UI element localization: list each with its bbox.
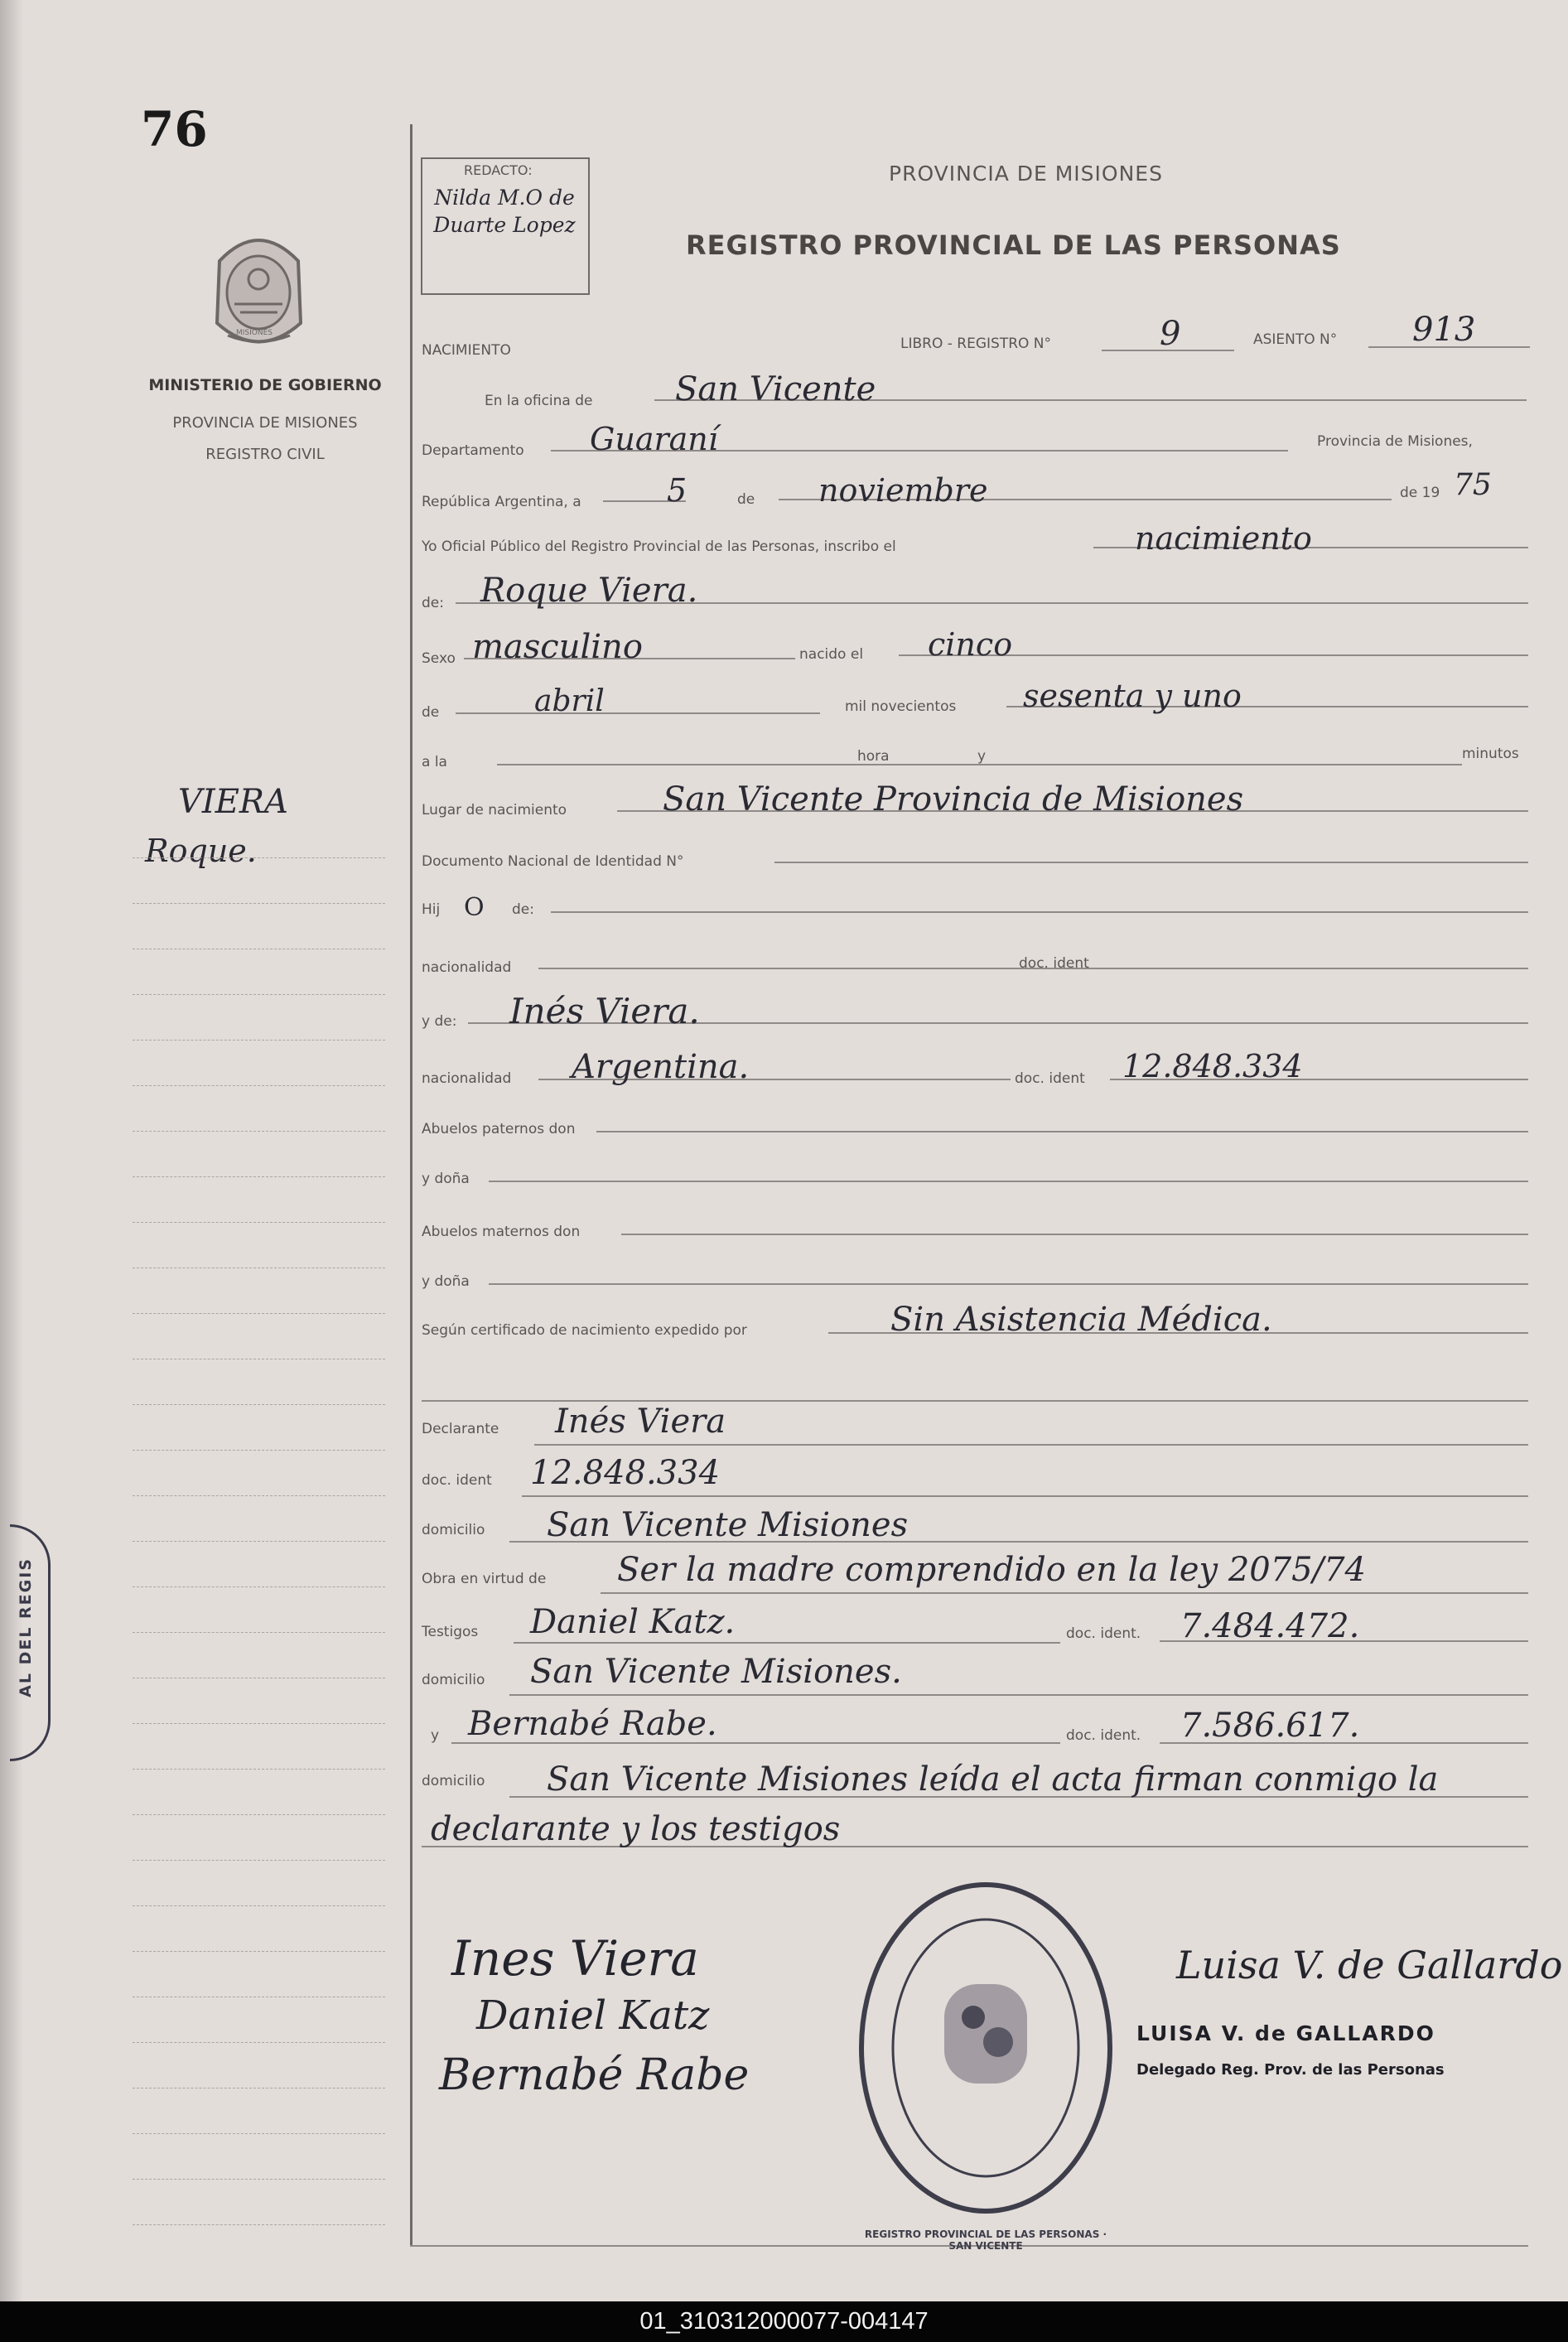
official-title: Delegado Reg. Prov. de las Personas [1136, 2061, 1445, 2079]
testigos-label: Testigos [422, 1624, 479, 1640]
month-value: noviembre [818, 472, 988, 509]
testigo1-value: Daniel Katz. [530, 1603, 736, 1641]
form-rule-line [133, 1313, 385, 1314]
mother-name: Inés Viera. [509, 991, 700, 1031]
nac2-label: nacionalidad [422, 1070, 512, 1087]
oficina-value: San Vicente [675, 370, 876, 408]
docident-label: doc. ident [422, 1472, 492, 1489]
page-number: 76 [141, 101, 208, 157]
ydona1-label: y doña [422, 1171, 470, 1187]
day-value: 5 [667, 472, 688, 509]
de3-label: de: [512, 901, 534, 918]
form-rule-line [133, 1404, 385, 1405]
lugar-value: San Vicente Provincia de Misiones [663, 780, 1244, 818]
form-rule-line [621, 1234, 1528, 1235]
testigo2-doc-label: doc. ident. [1066, 1727, 1141, 1744]
form-rule-line [133, 2224, 385, 2225]
docident-value: 12.848.334 [530, 1454, 721, 1492]
form-rule-line [133, 2042, 385, 2043]
form-rule-line [133, 1450, 385, 1451]
domicilio3-label: domicilio [422, 1773, 485, 1789]
margin-surname: VIERA [178, 783, 288, 821]
declarante-value: Inés Viera [555, 1403, 726, 1441]
form-rule-line [133, 1085, 385, 1086]
hora-label: hora [857, 748, 890, 765]
form-rule-line [133, 903, 385, 904]
seal-text: MISIONES [236, 329, 273, 337]
domicilio2-value: San Vicente Misiones. [530, 1653, 902, 1691]
round-stamp-text: REGISTRO PROVINCIAL DE LAS PERSONAS · SAN VICENTE [864, 2229, 1107, 2252]
form-rule-line [133, 2133, 385, 2134]
nac2-value: Argentina. [572, 1048, 750, 1086]
form-rule-line [133, 1541, 385, 1542]
de2-label: de [422, 704, 440, 721]
departamento-label: Departamento [422, 442, 524, 459]
image-code: 01_310312000077-004147 [639, 2308, 929, 2335]
testigo1-doc-value: 7.484.472. [1180, 1607, 1360, 1645]
domicilio1-label: domicilio [422, 1522, 485, 1538]
form-rule-line [133, 1586, 385, 1587]
footer-bar [0, 2301, 1568, 2342]
testigo2-value: Bernabé Rabe. [468, 1705, 717, 1743]
form-rule-line [514, 1642, 1060, 1644]
domicilio2-label: domicilio [422, 1672, 485, 1688]
oficial-label: Yo Oficial Público del Registro Provincial de las Personas, inscribo el [422, 538, 896, 555]
form-rule-line [133, 1769, 385, 1770]
form-rule-line [133, 2179, 385, 2180]
ministry-name: MINISTERIO DE GOBIERNO [148, 376, 382, 394]
year-value: 75 [1454, 468, 1492, 502]
form-rule-line [522, 1495, 1528, 1497]
form-rule-line [422, 1400, 1528, 1402]
y-testigo-label: y [431, 1727, 440, 1744]
form-rule-line [133, 1951, 385, 1952]
binding-shadow [0, 0, 23, 2301]
y-label: y [977, 748, 987, 765]
form-rule-line [133, 1176, 385, 1177]
form-rule-line [133, 1222, 385, 1223]
sexo-value: masculino [472, 628, 643, 666]
certificado-value: Sin Asistencia Médica. [890, 1301, 1272, 1339]
de-person-label: de: [422, 595, 444, 611]
testigo1-doc-label: doc. ident. [1066, 1625, 1141, 1642]
form-rule-line [133, 857, 385, 858]
asiento-value: 913 [1412, 311, 1476, 349]
ydona2-label: y doña [422, 1273, 470, 1290]
abuelos-pat-label: Abuelos paternos don [422, 1121, 576, 1137]
libro-value: 9 [1160, 315, 1181, 353]
edge-stamp-text: AL DEL REGIS [17, 1557, 35, 1697]
form-rule-line [133, 1040, 385, 1041]
dni-label: Documento Nacional de Identidad N° [422, 853, 684, 870]
form-rule-line [456, 712, 820, 714]
hijo-label: Hij [422, 901, 441, 918]
minutos-label: minutos [1462, 746, 1519, 762]
doc2-value: 12.848.334 [1122, 1048, 1303, 1084]
obra-label: Obra en virtud de [422, 1571, 547, 1587]
ministry-province: PROVINCIA DE MISIONES [172, 414, 358, 432]
republica-label: República Argentina, a [422, 494, 581, 510]
form-rule-line [133, 1495, 385, 1496]
form-rule-line [133, 1632, 385, 1633]
form-rule-line [601, 1592, 1528, 1594]
form-rule-line [534, 1444, 1528, 1446]
obra-value: Ser la madre comprendido en la ley 2075/74 [617, 1551, 1366, 1589]
form-rule-line [489, 1181, 1528, 1182]
libro-label: LIBRO - REGISTRO N° [900, 336, 1052, 352]
declarante-label: Declarante [422, 1421, 499, 1437]
birth-year: sesenta y uno [1023, 678, 1242, 714]
de-label: de [737, 491, 755, 508]
ala-label: a la [422, 754, 447, 770]
form-rule-line [509, 1694, 1528, 1696]
yde-label: y de: [422, 1013, 457, 1030]
abuelos-mat-label: Abuelos maternos don [422, 1224, 581, 1240]
form-rule-line [596, 1131, 1528, 1132]
form-rule-line [489, 1283, 1528, 1285]
domicilio1-value: San Vicente Misiones [547, 1506, 909, 1544]
departamento-value: Guaraní [590, 421, 718, 457]
redacto-label: REDACTO: [464, 162, 533, 178]
margin-given-name: Roque. [145, 833, 257, 869]
oficial-value: nacimiento [1135, 520, 1312, 557]
form-rule-line [774, 862, 1528, 863]
form-rule-line [133, 1814, 385, 1815]
signature-witness-1: Daniel Katz [476, 1992, 710, 2039]
form-title: REGISTRO PROVINCIAL DE LAS PERSONAS [686, 229, 1341, 261]
form-rule-line [551, 911, 1528, 913]
ministry-office: REGISTRO CIVIL [205, 446, 325, 463]
year-label: de 19 [1400, 485, 1440, 501]
signature-official: Luisa V. de Gallardo [1176, 1943, 1563, 1987]
official-name: LUISA V. de GALLARDO [1136, 2021, 1435, 2045]
hijo-value: O [464, 893, 485, 922]
record-type: NACIMIENTO [422, 342, 511, 359]
doc1-label: doc. ident [1019, 955, 1089, 972]
signature-declarant: Ines Viera [451, 1930, 699, 1987]
form-rule-line [133, 1905, 385, 1906]
form-province: PROVINCIA DE MISIONES [889, 162, 1163, 186]
form-left-border [410, 124, 413, 2245]
sexo-label: Sexo [422, 650, 456, 667]
asiento-label: ASIENTO N° [1253, 331, 1338, 348]
domicilio3-value: San Vicente Misiones leída el acta firman conmigo la declarante y los testigos [431, 1760, 1439, 1848]
certificado-label: Según certificado de nacimiento expedido por [422, 1322, 747, 1339]
mil-label: mil novecientos [845, 698, 957, 715]
form-rule-line [133, 1723, 385, 1724]
form-rule-line [133, 1860, 385, 1861]
signature-witness-2: Bernabé Rabe [439, 2050, 750, 2100]
nacido-value: cinco [928, 626, 1013, 663]
redacto-value: Nilda M.O de Duarte Lopez [433, 186, 576, 237]
lugar-label: Lugar de nacimiento [422, 802, 567, 818]
form-rule-line [133, 994, 385, 995]
nac1-label: nacionalidad [422, 959, 512, 976]
form-rule-line [133, 1131, 385, 1132]
nacido-label: nacido el [799, 646, 864, 663]
birth-month: abril [534, 684, 605, 718]
oficina-label: En la oficina de [485, 393, 593, 409]
person-name: Roque Viera. [480, 572, 698, 610]
registry-round-stamp [853, 1876, 1118, 2220]
doc2-label: doc. ident [1015, 1070, 1085, 1087]
provincia-label: Provincia de Misiones, [1317, 433, 1473, 450]
testigo2-doc-value: 7.586.617. [1180, 1707, 1360, 1745]
